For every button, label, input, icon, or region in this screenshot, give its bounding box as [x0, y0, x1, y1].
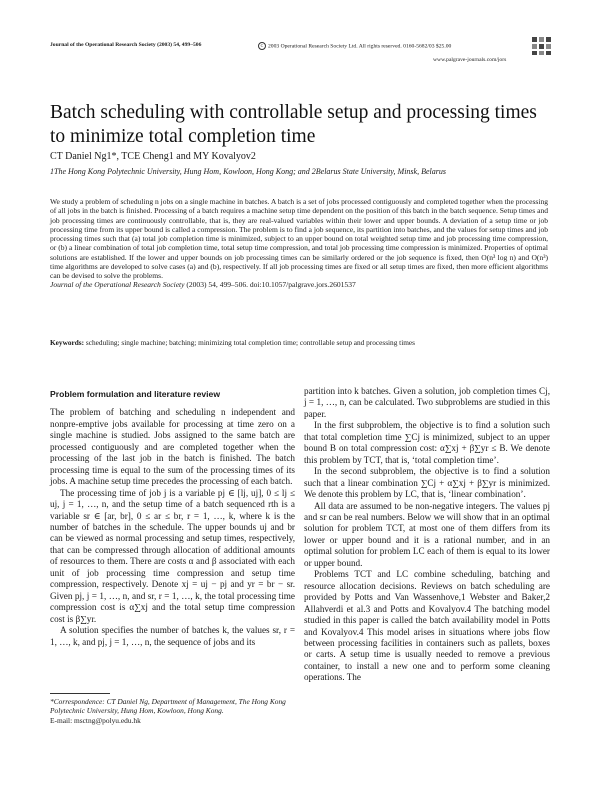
- affiliation: 1The Hong Kong Polytechnic University, Hung Hom, Kowloon, Hong Kong; and 2Belarus State University, Minsk, Belarus: [50, 167, 446, 176]
- keywords-text: scheduling; single machine; batching; minimizing total completion time; controllable setup and processing times: [84, 338, 415, 347]
- right-column: [304, 386, 550, 684]
- correspondence-email[interactable]: E-mail: msctng@polyu.edu.hk: [50, 715, 141, 725]
- body-paragraph: partition into k batches. Given a solution, job completion times Cj, j = 1, …, n, can be calculated. Two subproblems are studied in this paper.: [304, 386, 550, 419]
- body-paragraph: In the first subproblem, the objective is to find a solution such that total completion time ∑Cj is minimized, subject to an upper bound B on total compression cost: α∑xj + β∑yr ≤ B. We denote this problem by TCT, that is, ‘total completion time’.: [304, 420, 550, 465]
- body-paragraph: In the second subproblem, the objective is to find a solution such that a linear combination ∑Cj + α∑xj + β∑yr is minimized. We denote this problem by LC, that is, ‘linear combination’.: [304, 466, 550, 500]
- abstract-text: We study a problem of scheduling n jobs on a single machine in batches. A batch is a set of jobs processed contiguously and completed together when the processing of all jobs in the batch is finished. Processing of a batch requires a machine setup time dependent on the position of this batch in the batch sequence. Setup times and job processing times are continuously controllable, that is, they are real-valued variables within their lower and upper bounds. A deviation of a setup time or job processing time from its upper bound is called a compression. The problem is to find a job sequence, its partition into batches, and the values for setup times and job processing times such that (a) total job completion time is minimized, subject to an upper bound on total weighted setup time and job processing time compression, or (b) a linear combination of total job completion time, total setup time compression, and total job processing time compression is minimized. Properties of optimal solutions are established. If the lower and upper bounds on job processing times can be similarly ordered or the job sequence is fixed, then O(n³ log n) and O(n³) time algorithms are developed to solve cases (a) and (b), respectively. If all job processing times are fixed or all setup times are fixed, then more efficient algorithms can be devised to solve the problems.: [50, 197, 549, 280]
- journal-reference-details: (2003) 54, 499–506. doi:10.1057/palgrave.jors.2601537: [184, 280, 356, 290]
- body-paragraph: The problem of batching and scheduling n independent and nonpre-emptive jobs available for processing at time zero on a single machine is studied. Jobs assigned to the same batch are processed contiguously and are completed together when the processing of the last job in the batch is finished. The batch processing time is equal to the sum of the processing times of its jobs. A machine setup time precedes the processing of each batch.: [50, 407, 295, 487]
- abstract: [50, 197, 548, 290]
- copyright-text: 2003 Operational Research Society Ltd. All rights reserved. 0160-5682/03 $25.00: [268, 43, 452, 50]
- paper-title: Batch scheduling with controllable setup and processing times to minimize total completion time: [50, 102, 537, 147]
- copyright-icon: C: [258, 42, 266, 50]
- copyright-line: [258, 42, 451, 50]
- footnote-divider: [50, 693, 110, 694]
- footnote: [50, 697, 296, 725]
- left-column: [50, 389, 295, 648]
- publisher-logo-icon: [531, 36, 553, 56]
- keywords-label: Keywords:: [50, 338, 85, 347]
- body-paragraph: Problems TCT and LC combine scheduling, batching and resource allocation decisions. Reviews on batch scheduling are provided by Potts and Van Wassenhove,1 Webster and Baker,2 Allahverdi et al.3 and Potts and Kovalyov.4 The batching model studied in this paper is called the batch availability model in Potts and Kovalyov.4 This model arises in situations where jobs flow between processing facilities in containers such as pallets, boxes or carts. A setup time is usually needed to remove a previous container, to install a new one and to perform some cleaning operations. The: [304, 569, 550, 683]
- section-heading: Problem formulation and literature review: [50, 389, 221, 399]
- body-paragraph: The processing time of job j is a variable pj ∈ [lj, uj], 0 ≤ lj ≤ uj, j = 1, …, n, and the setup time of a batch sequenced rth is a variable sr ∈ [ar, br], 0 ≤ ar ≤ br, r = 1, …, k, where k is the number of batches in the schedule. The upper bounds uj and br can be viewed as normal processing and setup times, respectively, that can be compressed through allocation of additional amounts of resources to them. There are costs α and β associated with each unit of job processing time compression and setup time compression, respectively. Denote xj = uj − pj and yr = br − sr. Given pj, j = 1, …, n, and sr, r = 1, …, k, the total processing time compression cost is α∑xj and the total setup time compression cost is β∑yr.: [50, 487, 295, 624]
- body-paragraph: All data are assumed to be non-negative integers. The values pj and sr can be real numbers. Below we will show that in an optimal solution for problem TCT, at most one of them differs from its lower or upper bound and it is a rational number, and in an optimal solution for problem LC each of them is equal to its lower or upper bound.: [304, 500, 550, 568]
- journal-header: [50, 42, 201, 49]
- author-list: CT Daniel Ng1*, TCE Cheng1 and MY Kovalyov2: [50, 151, 256, 162]
- correspondence-note: *Correspondence: CT Daniel Ng, Department of Management, The Hong Kong Polytechnic University, Hung Hom, Kowloon, Hong Kong.: [50, 697, 286, 716]
- body-paragraph: A solution specifies the number of batches k, the values sr, r = 1, …, k, and pj, j = 1, …, n, the sequence of jobs and its: [50, 625, 295, 647]
- journal-line: Journal of the Operational Research Society (2003) 54, 499–506: [50, 42, 202, 48]
- journal-url[interactable]: www.palgrave-journals.com/jors: [433, 57, 507, 63]
- keywords: [50, 338, 550, 347]
- journal-reference-name: Journal of the Operational Research Society: [50, 280, 185, 290]
